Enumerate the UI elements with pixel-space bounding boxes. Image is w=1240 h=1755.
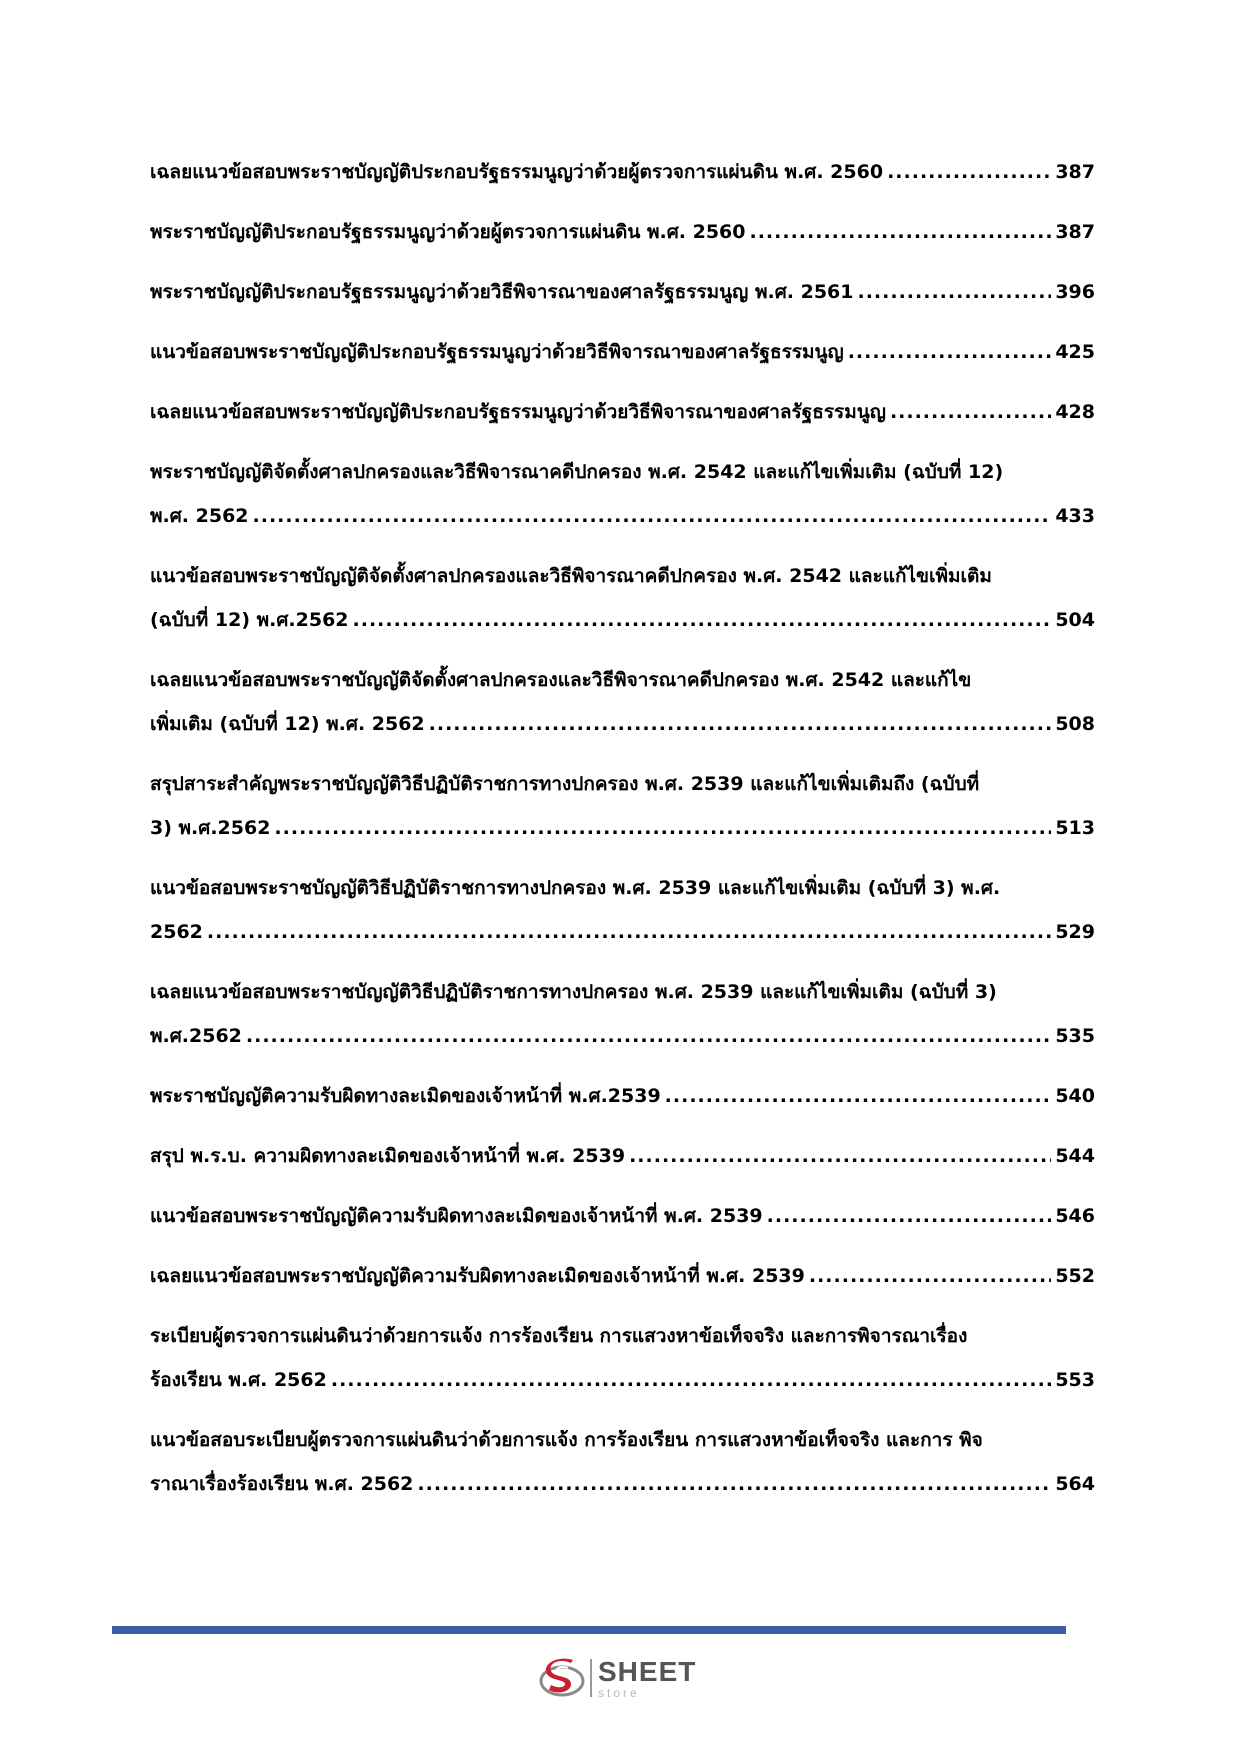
toc-entry[interactable] bbox=[150, 390, 1095, 434]
toc-entry[interactable] bbox=[150, 270, 1095, 314]
sheet-store-s-icon bbox=[538, 1654, 586, 1702]
toc-entry-line bbox=[150, 702, 1095, 746]
toc-page-number: 513 bbox=[1055, 817, 1095, 839]
toc-entry-title: เฉลยแนวข้อสอบพระราชบัญญัติจัดตั้งศาลปกครองและวิธีพิจารณาคดีปกครอง พ.ศ. 2542 และแก้ไข bbox=[150, 669, 972, 691]
toc-entry[interactable] bbox=[150, 1254, 1095, 1298]
toc-page-number: 387 bbox=[1055, 221, 1095, 243]
toc-entry[interactable] bbox=[150, 554, 1095, 642]
toc-entry-title: สรุปสาระสำคัญพระราชบัญญัติวิธีปฏิบัติราชการทางปกครอง พ.ศ. 2539 และแก้ไขเพิ่มเติมถึง (ฉบับที่ bbox=[150, 773, 980, 795]
toc-entry-line bbox=[150, 330, 1095, 374]
logo-word: SHEET bbox=[598, 1655, 697, 1687]
toc-entry-title: พระราชบัญญัติจัดตั้งศาลปกครองและวิธีพิจารณาคดีปกครอง พ.ศ. 2542 และแก้ไขเพิ่มเติม (ฉบับที่ 12) bbox=[150, 461, 1004, 483]
toc-page-number: 540 bbox=[1055, 1085, 1095, 1107]
toc-entry-line bbox=[150, 390, 1095, 434]
footer-rule bbox=[112, 1626, 1066, 1634]
toc-page-number: 396 bbox=[1055, 281, 1095, 303]
toc-entry[interactable] bbox=[150, 1194, 1095, 1238]
toc-entry-title: พระราชบัญญัติประกอบรัฐธรรมนูญว่าด้วยผู้ตรวจการแผ่นดิน พ.ศ. 2560 bbox=[150, 221, 746, 243]
toc-dot-leader bbox=[417, 1462, 1051, 1506]
toc-entry-line bbox=[150, 270, 1095, 314]
toc-entry-line bbox=[150, 658, 1095, 702]
toc-page-number: 387 bbox=[1055, 161, 1095, 183]
toc-entry-title: สรุป พ.ร.บ. ความผิดทางละเมิดของเจ้าหน้าที่ พ.ศ. 2539 bbox=[150, 1145, 626, 1167]
toc-entry-line bbox=[150, 1194, 1095, 1238]
toc-entry-title: แนวข้อสอบพระราชบัญญัติความรับผิดทางละเมิดของเจ้าหน้าที่ พ.ศ. 2539 bbox=[150, 1205, 763, 1227]
toc-dot-leader bbox=[429, 702, 1052, 746]
toc-entry-title: พ.ศ. 2562 bbox=[150, 505, 249, 527]
toc-entry-line bbox=[150, 210, 1095, 254]
toc-entry-title: 2562 bbox=[150, 921, 203, 943]
toc-page-number: 433 bbox=[1055, 505, 1095, 527]
toc-entry-line bbox=[150, 970, 1095, 1014]
toc-entry-line bbox=[150, 1134, 1095, 1178]
toc-dot-leader bbox=[253, 494, 1052, 538]
toc-dot-leader bbox=[767, 1194, 1052, 1238]
toc-entry[interactable] bbox=[150, 1134, 1095, 1178]
table-of-contents bbox=[150, 150, 1095, 1522]
logo-wordmark bbox=[598, 1655, 697, 1700]
toc-entry[interactable] bbox=[150, 330, 1095, 374]
toc-page-number: 529 bbox=[1055, 921, 1095, 943]
toc-entry-line bbox=[150, 762, 1095, 806]
toc-entry-line bbox=[150, 1014, 1095, 1058]
toc-entry-line bbox=[150, 598, 1095, 642]
toc-entry-line bbox=[150, 450, 1095, 494]
toc-entry-line bbox=[150, 1314, 1095, 1358]
toc-entry-title: เพิ่มเติม (ฉบับที่ 12) พ.ศ. 2562 bbox=[150, 713, 425, 735]
toc-page-number: 428 bbox=[1055, 401, 1095, 423]
toc-entry-title: เฉลยแนวข้อสอบพระราชบัญญัติประกอบรัฐธรรมนูญว่าด้วยผู้ตรวจการแผ่นดิน พ.ศ. 2560 bbox=[150, 161, 884, 183]
toc-page-number: 552 bbox=[1055, 1265, 1095, 1287]
toc-entry[interactable] bbox=[150, 210, 1095, 254]
toc-entry-title: พระราชบัญญัติความรับผิดทางละเมิดของเจ้าหน้าที่ พ.ศ.2539 bbox=[150, 1085, 661, 1107]
toc-entry-line bbox=[150, 1418, 1095, 1462]
toc-entry-line bbox=[150, 1254, 1095, 1298]
toc-entry-line bbox=[150, 494, 1095, 538]
toc-dot-leader bbox=[665, 1074, 1052, 1118]
toc-dot-leader bbox=[857, 270, 1051, 314]
toc-entry-title: เฉลยแนวข้อสอบพระราชบัญญัติวิธีปฏิบัติราชการทางปกครอง พ.ศ. 2539 และแก้ไขเพิ่มเติม (ฉบับที่ 3) bbox=[150, 981, 997, 1003]
toc-entry-title: แนวข้อสอบพระราชบัญญัติจัดตั้งศาลปกครองและวิธีพิจารณาคดีปกครอง พ.ศ. 2542 และแก้ไขเพิ่มเติม bbox=[150, 565, 992, 587]
toc-entry-title: แนวข้อสอบระเบียบผู้ตรวจการแผ่นดินว่าด้วยการแจ้ง การร้องเรียน การแสวงหาข้อเท็จจริง และการ พิจ bbox=[150, 1429, 983, 1451]
toc-entry-line bbox=[150, 1462, 1095, 1506]
toc-entry-line bbox=[150, 554, 1095, 598]
toc-dot-leader bbox=[246, 1014, 1051, 1058]
toc-entry-line bbox=[150, 910, 1095, 954]
logo-divider bbox=[590, 1659, 592, 1697]
toc-dot-leader bbox=[887, 150, 1051, 194]
toc-dot-leader bbox=[848, 330, 1052, 374]
toc-entry-title: ราณาเรื่องร้องเรียน พ.ศ. 2562 bbox=[150, 1473, 414, 1495]
toc-entry[interactable] bbox=[150, 658, 1095, 746]
toc-entry[interactable] bbox=[150, 150, 1095, 194]
toc-entry-title: 3) พ.ศ.2562 bbox=[150, 817, 271, 839]
logo-subword: store bbox=[598, 1685, 640, 1700]
toc-entry-title: (ฉบับที่ 12) พ.ศ.2562 bbox=[150, 609, 349, 631]
toc-dot-leader bbox=[274, 806, 1051, 850]
toc-page-number: 508 bbox=[1055, 713, 1095, 735]
toc-entry[interactable] bbox=[150, 450, 1095, 538]
toc-entry[interactable] bbox=[150, 1314, 1095, 1402]
toc-dot-leader bbox=[331, 1358, 1051, 1402]
toc-entry[interactable] bbox=[150, 970, 1095, 1058]
toc-entry-line bbox=[150, 806, 1095, 850]
toc-page-number: 535 bbox=[1055, 1025, 1095, 1047]
toc-entry-line bbox=[150, 1074, 1095, 1118]
toc-dot-leader bbox=[809, 1254, 1051, 1298]
toc-dot-leader bbox=[207, 910, 1051, 954]
toc-entry[interactable] bbox=[150, 762, 1095, 850]
toc-dot-leader bbox=[890, 390, 1051, 434]
toc-entry-title: ร้องเรียน พ.ศ. 2562 bbox=[150, 1369, 327, 1391]
toc-entry-title: พ.ศ.2562 bbox=[150, 1025, 242, 1047]
toc-page-number: 564 bbox=[1055, 1473, 1095, 1495]
toc-dot-leader bbox=[629, 1134, 1051, 1178]
toc-entry-title: แนวข้อสอบพระราชบัญญัติประกอบรัฐธรรมนูญว่าด้วยวิธีพิจารณาของศาลรัฐธรรมนูญ bbox=[150, 341, 844, 363]
toc-page-number: 553 bbox=[1055, 1369, 1095, 1391]
toc-dot-leader bbox=[353, 598, 1052, 642]
toc-entry[interactable] bbox=[150, 1074, 1095, 1118]
sheet-store-logo bbox=[538, 1653, 708, 1703]
toc-entry-title: ระเบียบผู้ตรวจการแผ่นดินว่าด้วยการแจ้ง การร้องเรียน การแสวงหาข้อเท็จจริง และการพิจารณาเรื่อง bbox=[150, 1325, 968, 1347]
toc-entry[interactable] bbox=[150, 1418, 1095, 1506]
toc-entry-line bbox=[150, 150, 1095, 194]
toc-entry-title: เฉลยแนวข้อสอบพระราชบัญญัติประกอบรัฐธรรมนูญว่าด้วยวิธีพิจารณาของศาลรัฐธรรมนูญ bbox=[150, 401, 886, 423]
toc-entry-title: แนวข้อสอบพระราชบัญญัติวิธีปฏิบัติราชการทางปกครอง พ.ศ. 2539 และแก้ไขเพิ่มเติม (ฉบับที่ 3) พ.ศ. bbox=[150, 877, 1001, 899]
toc-page-number: 504 bbox=[1055, 609, 1095, 631]
toc-dot-leader bbox=[750, 210, 1052, 254]
toc-entry-title: เฉลยแนวข้อสอบพระราชบัญญัติความรับผิดทางละเมิดของเจ้าหน้าที่ พ.ศ. 2539 bbox=[150, 1265, 805, 1287]
toc-page-number: 546 bbox=[1055, 1205, 1095, 1227]
toc-page-number: 544 bbox=[1055, 1145, 1095, 1167]
toc-entry-line bbox=[150, 1358, 1095, 1402]
toc-entry-line bbox=[150, 866, 1095, 910]
toc-entry-title: พระราชบัญญัติประกอบรัฐธรรมนูญว่าด้วยวิธีพิจารณาของศาลรัฐธรรมนูญ พ.ศ. 2561 bbox=[150, 281, 854, 303]
toc-entry[interactable] bbox=[150, 866, 1095, 954]
toc-page-number: 425 bbox=[1055, 341, 1095, 363]
